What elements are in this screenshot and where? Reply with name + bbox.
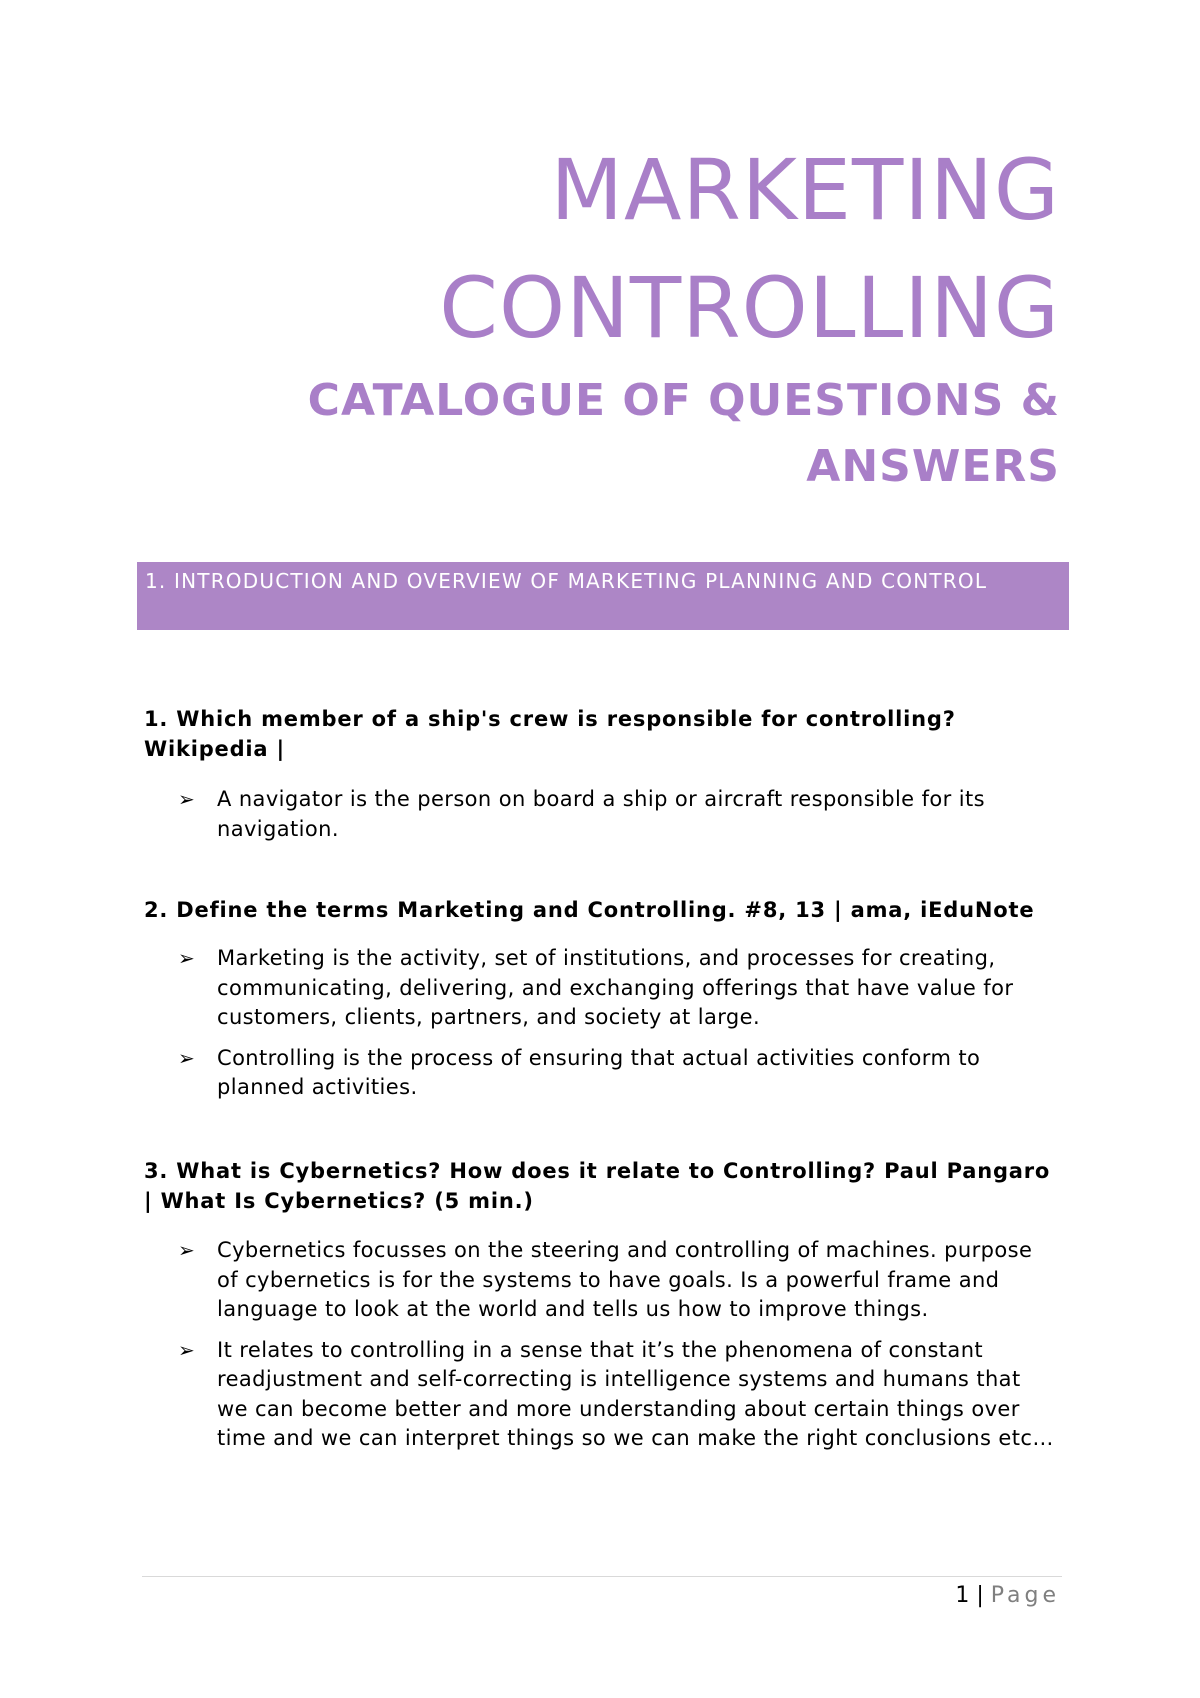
answer-list-3 <box>178 1236 1058 1465</box>
answer-item <box>178 785 1058 844</box>
document-title-line-1: MARKETING <box>550 141 1060 239</box>
page-word: Page <box>990 1583 1060 1608</box>
arrow-bullet-icon: ➢ <box>178 787 196 811</box>
section-heading-banner: 1. INTRODUCTION AND OVERVIEW OF MARKETING PLANNING AND CONTROL <box>137 562 1069 630</box>
arrow-bullet-icon: ➢ <box>178 946 196 970</box>
answer-list-2 <box>178 944 1058 1114</box>
answer-text: Marketing is the activity, set of institutions, and processes for creating, communicating, delivering, and exchanging offerings that have value for customers, clients, partners, and society at large. <box>217 946 1014 1029</box>
answer-item <box>178 1336 1058 1454</box>
answer-text: It relates to controlling in a sense that it’s the phenomena of constant readjustment and self-correcting is intelligence systems and humans that we can become better and more understanding about certain things over time and we can interpret things so we can make the right conclusions etc… <box>217 1337 1054 1450</box>
question-1: 1. Which member of a ship's crew is responsible for controlling? Wikipedia | <box>144 707 956 761</box>
answer-text: A navigator is the person on board a ship or aircraft responsible for its navigation. <box>217 787 985 841</box>
answer-text: Controlling is the process of ensuring that actual activities conform to planned activities. <box>217 1045 981 1099</box>
answer-item <box>178 1236 1058 1325</box>
answer-text: Cybernetics focusses on the steering and controlling of machines. purpose of cybernetics is for the systems to have goals. Is a powerful frame and language to look at the world and tells us how to improve things. <box>217 1238 1033 1321</box>
arrow-bullet-icon: ➢ <box>178 1045 196 1070</box>
document-title-line-2: CONTROLLING <box>439 259 1060 357</box>
question-2: 2. Define the terms Marketing and Controlling. #8, 13 | ama, iEduNote <box>144 898 1035 922</box>
arrow-bullet-icon: ➢ <box>178 1238 196 1262</box>
question-3: 3. What is Cybernetics? How does it relate to Controlling? Paul Pangaro | What Is Cybernetics? (5 min.) <box>144 1159 1051 1213</box>
answer-item <box>178 944 1058 1033</box>
document-subtitle: CATALOGUE OF QUESTIONS & ANSWERS <box>307 375 1060 492</box>
arrow-bullet-icon: ➢ <box>178 1337 196 1362</box>
page-footer <box>955 1580 1060 1612</box>
page-number: 1 <box>955 1583 970 1608</box>
footer-separator: | <box>969 1583 991 1608</box>
footer-divider <box>142 1576 1062 1577</box>
answer-item <box>178 1044 1058 1103</box>
answer-list-1 <box>178 785 1058 855</box>
